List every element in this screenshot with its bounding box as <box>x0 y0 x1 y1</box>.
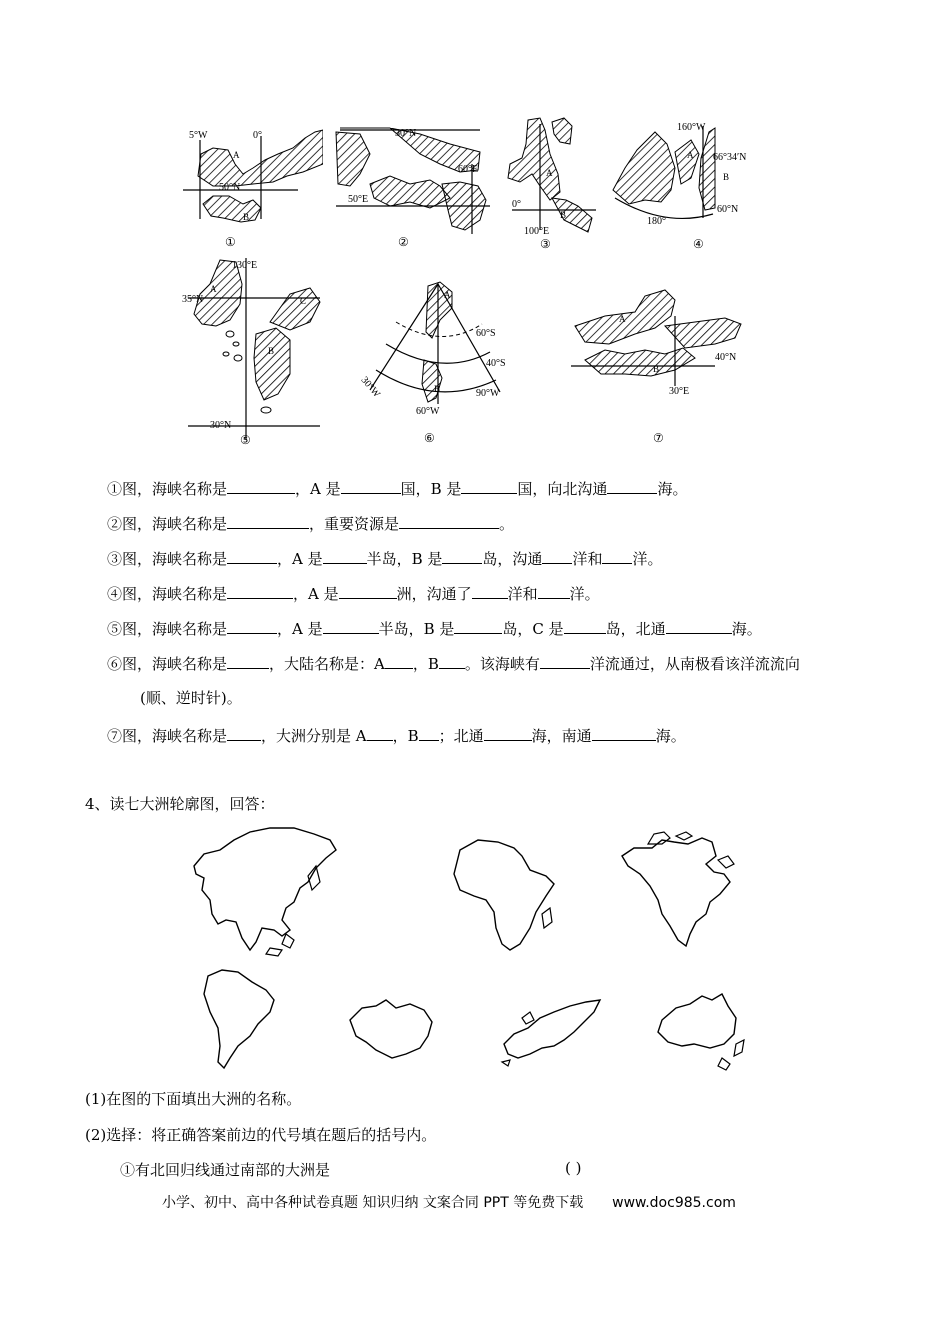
q5-blank-2[interactable] <box>323 618 379 634</box>
continent-africa <box>450 836 562 954</box>
question-5 <box>107 618 762 639</box>
map3-label-a: A <box>546 168 553 178</box>
q4-blank-4[interactable] <box>538 583 570 599</box>
q7-blank-5[interactable] <box>592 725 656 741</box>
q7-blank-1[interactable] <box>227 725 261 741</box>
map7-number: ⑦ <box>653 431 664 445</box>
q6-text-1: ⑥图，海峡名称是 <box>107 655 228 673</box>
map1-lon2: 0° <box>253 130 262 141</box>
map5-lat2: 30°N <box>210 420 232 431</box>
q3-blank-1[interactable] <box>227 548 277 564</box>
q6-text-3: ，B <box>412 655 439 673</box>
map6-lat2: 40°S <box>486 358 506 369</box>
q7-text-3: ，B <box>392 727 419 745</box>
map1-label-a: A <box>233 150 240 160</box>
q3-text-4: 岛，沟通 <box>482 550 543 568</box>
footer <box>162 1192 736 1212</box>
q7-text-5: 海，南通 <box>531 727 592 745</box>
q1-blank-3[interactable] <box>461 478 517 494</box>
strait-map-7 <box>565 286 745 448</box>
q6-text-4: 。该海峡有 <box>464 655 540 673</box>
q4-text-3: 洲，沟通了 <box>396 585 472 603</box>
q7-text-2: ，大洲分别是 A <box>261 727 367 745</box>
q4-blank-3[interactable] <box>472 583 508 599</box>
section-4-sub-2: (2)选择：将正确答案前边的代号填在题后的括号内。 <box>85 1126 437 1144</box>
q7-text-1: ⑦图，海峡名称是 <box>107 727 228 745</box>
q2-text-1: ②图，海峡名称是 <box>107 515 228 533</box>
continent-europe <box>494 992 604 1070</box>
map6-label-b: B <box>434 384 441 394</box>
section-4-item-1: ①有北回归线通过南部的大洲是 <box>120 1161 331 1179</box>
continent-antarctica <box>344 996 438 1062</box>
q5-blank-1[interactable] <box>227 618 277 634</box>
question-6-cont <box>140 688 242 708</box>
continent-south-america <box>200 966 280 1072</box>
q2-text-2: ，重要资源是 <box>309 515 400 533</box>
q5-blank-5[interactable] <box>666 618 732 634</box>
strait-map-6 <box>356 280 516 448</box>
q1-blank-2[interactable] <box>341 478 401 494</box>
question-4 <box>107 583 600 604</box>
section-4-sub-1: (1)在图的下面填出大洲的名称。 <box>85 1090 302 1108</box>
map6-lon1: 90°W <box>476 388 500 399</box>
q4-blank-1[interactable] <box>227 583 293 599</box>
q3-text-1: ③图，海峡名称是 <box>107 550 228 568</box>
map1-number: ① <box>225 235 236 249</box>
q1-text-2: ，A 是 <box>295 480 341 498</box>
q1-blank-4[interactable] <box>607 478 657 494</box>
map3-lon: 100°E <box>524 226 550 237</box>
strait-map-3 <box>500 114 600 250</box>
q5-text-6: 海。 <box>731 620 762 638</box>
q1-text-4: 国，向北沟通 <box>517 480 608 498</box>
map5-lat1: 35°N <box>182 294 204 305</box>
q7-blank-3[interactable] <box>419 725 439 741</box>
q1-text-5: 海。 <box>657 480 688 498</box>
map3-label-b: B <box>560 210 567 220</box>
q6-text-5: 洋流通过，从南极看该洋流流向 <box>589 655 800 673</box>
question-3 <box>107 548 662 569</box>
map2-lat1: 30°N <box>395 128 417 139</box>
q2-blank-2[interactable] <box>399 513 499 529</box>
q5-text-3: 半岛，B 是 <box>378 620 455 638</box>
q1-text-1: ①图，海峡名称是 <box>107 480 228 498</box>
map6-lon3: 60°W <box>416 406 440 417</box>
map4-lat1: 66°34′N <box>713 152 747 163</box>
map1-label-b: B <box>243 212 250 222</box>
map6-lon2: 30°W <box>358 374 383 400</box>
question-7 <box>107 725 686 746</box>
map7-label-b: B <box>653 364 660 374</box>
map1-lon1: 5°W <box>189 130 208 141</box>
q5-blank-3[interactable] <box>454 618 502 634</box>
q6-text-6: (顺、逆时针)。 <box>140 689 242 707</box>
q3-text-3: 半岛，B 是 <box>366 550 443 568</box>
q6-blank-4[interactable] <box>540 653 590 669</box>
q4-text-5: 洋。 <box>569 585 600 603</box>
q6-text-2: ，大陆名称是：A <box>269 655 385 673</box>
map3-number: ③ <box>540 237 551 250</box>
q4-text-1: ④图，海峡名称是 <box>107 585 228 603</box>
continent-north-america <box>618 830 740 948</box>
q7-text-4: ；北通 <box>438 727 484 745</box>
strait-map-2 <box>330 124 490 250</box>
q6-blank-2[interactable] <box>385 653 413 669</box>
map2-lon: 60°E <box>458 164 479 175</box>
q5-blank-4[interactable] <box>564 618 606 634</box>
q3-text-5: 洋和 <box>572 550 603 568</box>
q5-text-1: ⑤图，海峡名称是 <box>107 620 228 638</box>
map7-lat: 40°N <box>715 352 737 363</box>
footer-text: 小学、初中、高中各种试卷真题 知识归纳 文案合同 PPT 等免费下载 <box>162 1195 584 1211</box>
continent-eurasia <box>190 824 340 964</box>
q7-text-6: 海。 <box>655 727 686 745</box>
q3-blank-3[interactable] <box>442 548 482 564</box>
map4-lon1: 160°W <box>677 122 706 133</box>
q4-text-4: 洋和 <box>507 585 538 603</box>
continent-oceania <box>650 986 750 1072</box>
map6-label-a: A <box>444 290 451 300</box>
map7-lon: 30°E <box>669 386 690 397</box>
map3-lat: 0° <box>512 199 521 210</box>
q2-blank-1[interactable] <box>227 513 309 529</box>
map4-lat2: 60°N <box>717 204 739 215</box>
q1-blank-1[interactable] <box>227 478 295 494</box>
q3-blank-4[interactable] <box>542 548 572 564</box>
map5-label-a: A <box>210 284 217 294</box>
map6-number: ⑥ <box>424 431 435 445</box>
q3-text-2: ，A 是 <box>277 550 323 568</box>
q5-text-4: 岛，C 是 <box>502 620 564 638</box>
map5-number: ⑤ <box>240 433 251 447</box>
answer-parentheses[interactable]: ( ) <box>565 1159 582 1177</box>
q2-text-3: 。 <box>499 515 515 533</box>
map2-lat2: 50°E <box>348 194 369 205</box>
q6-blank-3[interactable] <box>439 653 465 669</box>
q6-blank-1[interactable] <box>227 653 269 669</box>
q4-text-2: ，A 是 <box>293 585 339 603</box>
map4-lon2: 180° <box>647 216 666 227</box>
map5-label-c: C <box>300 296 307 306</box>
map6-lat1: 60°S <box>476 328 496 339</box>
map4-number: ④ <box>693 237 704 250</box>
footer-site-link[interactable]: www.doc985.com <box>612 1195 736 1211</box>
strait-map-5 <box>180 254 330 448</box>
q7-blank-4[interactable] <box>484 725 532 741</box>
map5-lon: 130°E <box>232 260 258 271</box>
map1-lat: 50°N <box>219 182 241 193</box>
strait-map-4 <box>605 118 765 250</box>
q1-text-3: 国，B 是 <box>400 480 462 498</box>
question-2 <box>107 513 514 534</box>
question-6 <box>107 653 800 674</box>
question-1 <box>107 478 687 499</box>
strait-map-1 <box>183 124 323 250</box>
q7-blank-2[interactable] <box>367 725 393 741</box>
map2-number: ② <box>398 235 409 249</box>
q5-text-5: 岛，北通 <box>605 620 666 638</box>
map7-label-a: A <box>619 314 626 324</box>
q3-blank-5[interactable] <box>602 548 632 564</box>
map4-label-a: A <box>687 150 694 160</box>
q4-blank-2[interactable] <box>339 583 397 599</box>
q3-blank-2[interactable] <box>323 548 367 564</box>
map4-label-b: B <box>723 172 730 182</box>
section-4-heading: 4、读七大洲轮廓图，回答： <box>85 795 275 813</box>
q3-text-6: 洋。 <box>632 550 663 568</box>
q5-text-2: ，A 是 <box>277 620 323 638</box>
map5-label-b: B <box>268 346 275 356</box>
